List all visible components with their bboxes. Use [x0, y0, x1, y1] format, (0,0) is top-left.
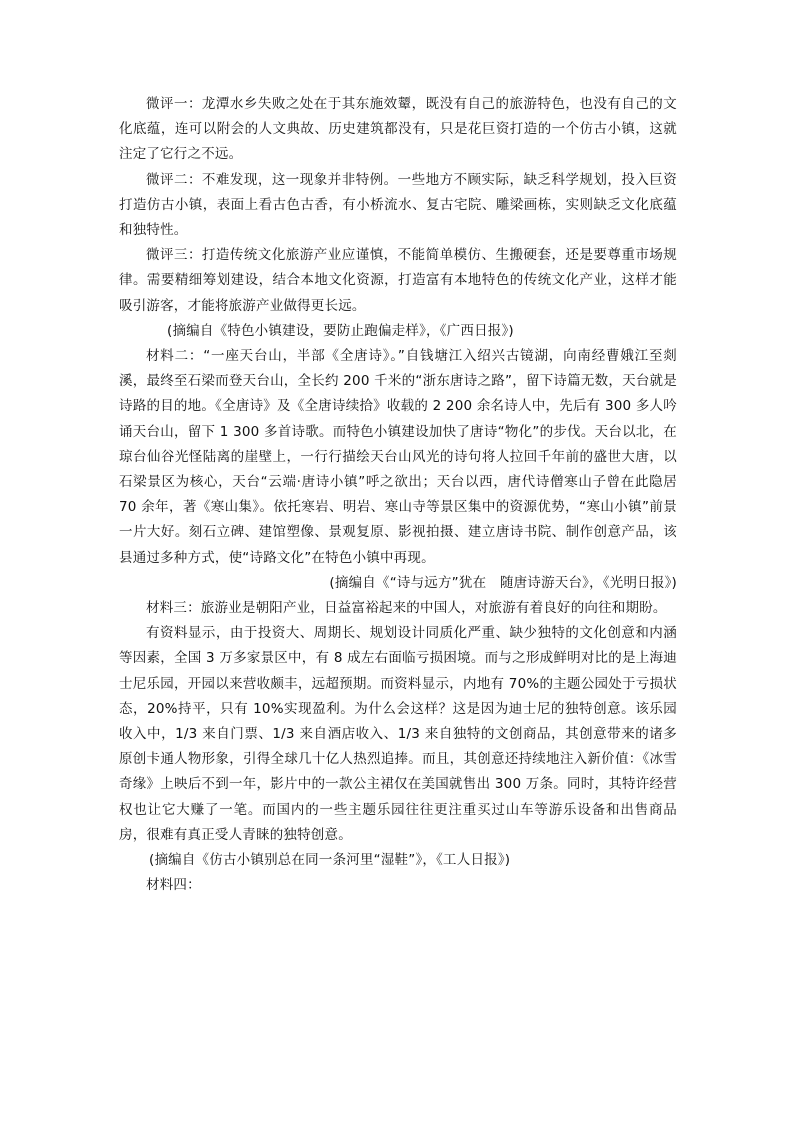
material-4-heading: 材料四： — [146, 877, 201, 894]
material-3-intro: 材料三：旅游业是朝阳产业，日益富裕起来的中国人，对旅游有着良好的向往和期盼。 — [146, 600, 667, 617]
source-citation-2: (摘编自《“诗与远方”犹在 随唐诗游天台》，《光明日报》) — [329, 574, 677, 591]
material-2-paragraph: 材料二：“一座天台山，半部《全唐诗》。”自钱塘江入绍兴古镜湖，向南经曹娥江至剡溪，最终至石梁而登天台山，全长约 200 千米的“浙东唐诗之路”，留下诗篇无数，天台就是诗路的目的地。《全唐诗》及《全唐诗续拾》收载的 2 200 余名诗人中，先后有 300 多人吟诵天台山，留下 1 300 多首诗歌。而特色小镇建设加快了唐诗“物化”的步伐。天台以北，在琼台仙谷光怪陆离的崖壁上，一行行描绘天台山风光的诗句将人拉回千年前的盛世大唐，以石梁景区为核心，天台“云端·唐诗小镇”呼之欲出；天台以西，唐代诗僧寒山子曾在此隐居 70 余年，著《寒山集》。依托寒岩、明岩、寒山寺等景区集中的资源优势，“寒山小镇”前景一片大好。刻石立碑、建馆塑像、景观复原、影视拍摄、建立唐诗书院、制作创意产品，该县通过多种方式，使“诗路文化”在特色小镇中再现。 — [119, 348, 677, 566]
material-3-paragraph: 有资料显示，由于投资大、周期长、规划设计同质化严重、缺少独特的文化创意和内涵等因素，全国 3 万多家景区中，有 8 成左右面临亏损困境。而与之形成鲜明对比的是上海迪士尼乐园，开园以来营收颇丰，远超预期。而资料显示，内地有 70%的主题公园处于亏损状态，20%持平，只有 10%实现盈利。为什么会这样？这是因为迪士尼的独特创意。该乐园收入中，1/3 来自门票、1/3 来自酒店收入、1/3 来自独特的文创商品，其创意带来的诸多原创卡通人物形象，引得全球几十亿人热烈追捧。而且，其创意还持续地注入新价值：《冰雪奇缘》上映后不到一年，影片中的一款公主裙仅在美国就售出 300 万条。同时，其特许经营权也让它大赚了一笔。而国内的一些主题乐园往往更注重买过山车等游乐设备和出售商品房，很难有真正受人青睐的独特创意。 — [119, 625, 677, 843]
document-body — [119, 92, 677, 899]
source-citation-3: (摘编自《仿古小镇别总在同一条河里“湿鞋”》，《工人日报》) — [149, 852, 511, 869]
micro-comment-3: 微评三：打造传统文化旅游产业应谨慎，不能简单模仿、生搬硬套，还是要尊重市场规律。需要精细筹划建设，结合本地文化资源，打造富有本地特色的传统文化产业，这样才能吸引游客，才能将旅游产业做得更长远。 — [119, 247, 677, 314]
micro-comment-2: 微评二：不难发现，这一现象并非特例。一些地方不顾实际，缺乏科学规划，投入巨资打造仿古小镇，表面上看古色古香，有小桥流水、复古宅院、雕梁画栋，实则缺乏文化底蕴和独特性。 — [119, 171, 677, 239]
micro-comment-1: 微评一：龙潭水乡失败之处在于其东施效颦，既没有自己的旅游特色，也没有自己的文化底蕴，连可以附会的人文典故、历史建筑都没有，只是花巨资打造的一个仿古小镇，这就注定了它行之不远。 — [119, 96, 677, 163]
source-citation-1: (摘编自《特色小镇建设，要防止跑偏走样》，《广西日报》) — [167, 322, 514, 339]
